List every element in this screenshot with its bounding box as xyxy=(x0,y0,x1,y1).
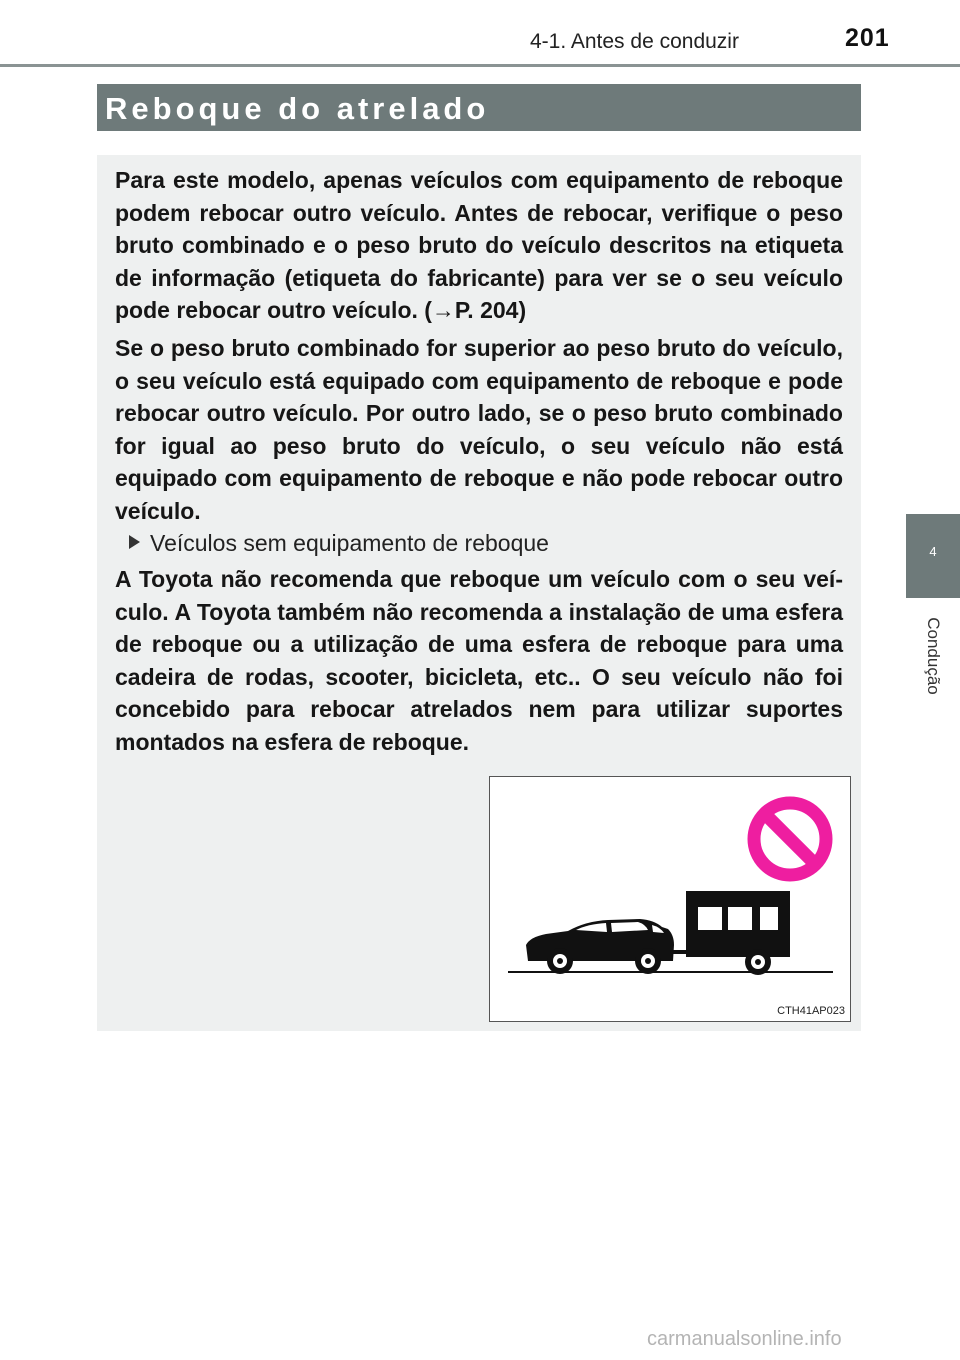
paragraph-tow-requirements: Para este modelo, apenas veículos com equipamento de reboque podem rebocar outro veículo. Antes de rebocar, verifique o peso bruto combinado e o peso bruto do veículo descritos na etiqueta de informação (etiqueta do fabricante) para ver se o seu veículo pode rebocar outro veículo. (→P. 204) xyxy=(115,167,843,323)
car-icon xyxy=(526,919,674,974)
bullet-text: Veículos sem equipamento de reboque xyxy=(150,530,549,556)
tow-hitch xyxy=(673,950,687,954)
paragraph-gross-weight: Se o peso bruto combinado for superior ao peso bruto do veículo, o seu veículo está equipado com equipamento de reboque e pode rebocar outro veículo. Por outro lado, se o peso bruto combinado for igual ao peso bruto do veículo, o seu veículo não está equipado com equipamento de reboque e não pode rebocar outro veículo. xyxy=(115,335,843,524)
towing-illustration-graphic xyxy=(490,777,850,1021)
page-number: 201 xyxy=(845,24,890,52)
towing-prohibited-illustration xyxy=(489,776,851,1022)
header-divider xyxy=(0,64,960,67)
triangle-bullet-icon xyxy=(129,535,140,549)
prohibition-icon xyxy=(754,803,826,875)
chapter-label: Condução xyxy=(924,617,943,695)
title-bar xyxy=(97,84,861,131)
chapter-tab xyxy=(906,514,960,598)
bullet-item xyxy=(129,530,549,557)
section-header: 4-1. Antes de conduzir xyxy=(530,30,739,53)
illustration-code: CTH41AP023 xyxy=(777,1005,845,1017)
chapter-number: 4 xyxy=(929,544,937,559)
content-box xyxy=(97,155,861,1031)
paragraph-toyota-recommendation: A Toyota não recomenda que reboque um veículo com o seu veículo. A Toyota também não recomenda a instalação de uma esfera de reboque ou a utilização de uma esfera de reboque para uma cadeira de rodas, scooter, bicicleta, etc.. O seu veículo não foi concebido para rebocar atrelados nem para utilizar suportes montados na esfera de reboque. xyxy=(115,566,843,755)
trailer-icon xyxy=(686,891,790,975)
watermark: carmanualsonline.info xyxy=(647,1328,842,1350)
page-title: Reboque do atrelado xyxy=(105,91,490,126)
